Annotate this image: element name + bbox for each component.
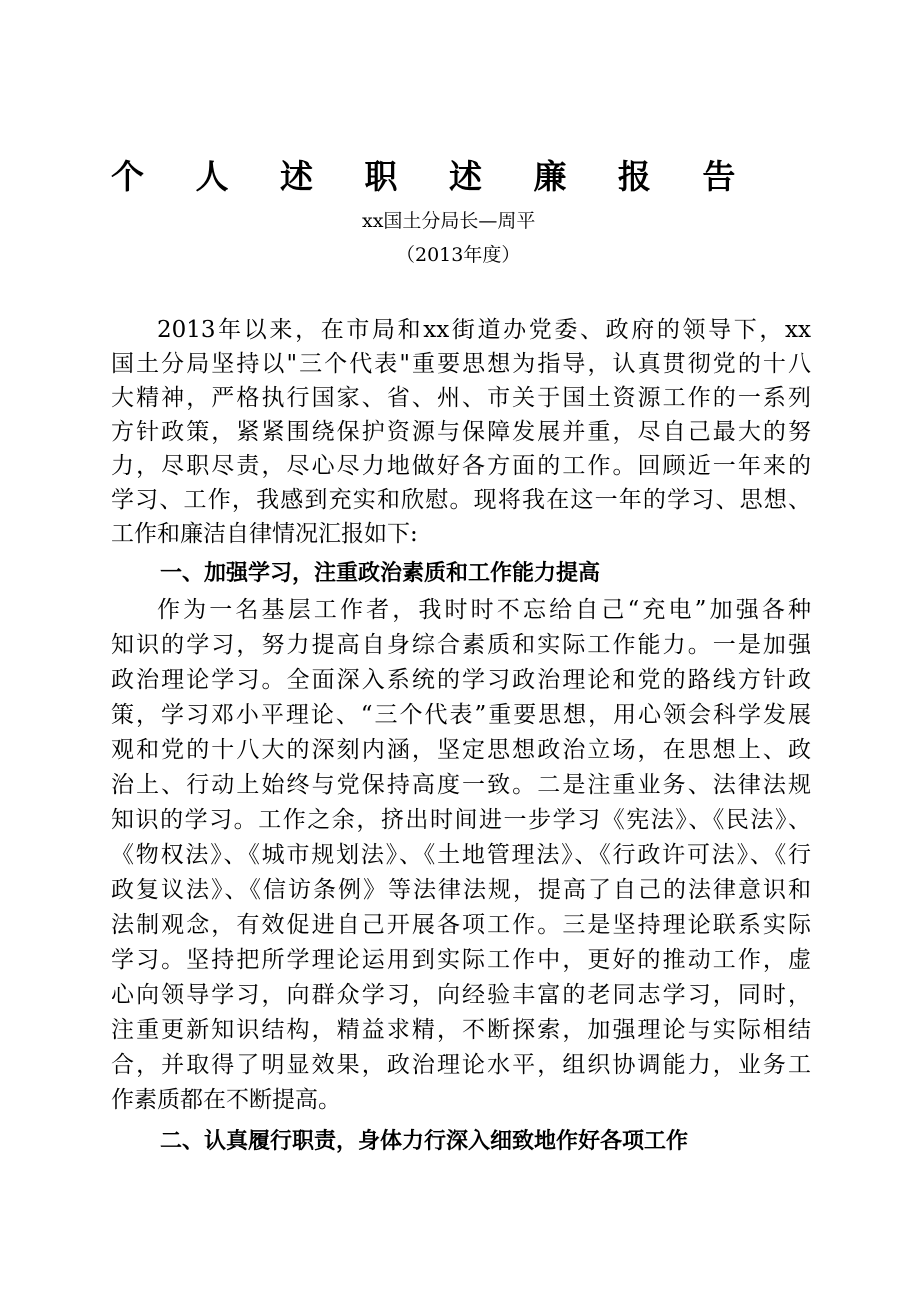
section-heading: 一、加强学习，注重政治素质和工作能力提高 [160, 561, 601, 586]
year-text: （2013年度） [396, 244, 521, 266]
section-heading: 二、认真履行职责，身体力行深入细致地作好各项工作 [160, 1129, 689, 1154]
intro-line: 工作和廉洁自律情况汇报如下: [111, 521, 418, 547]
intro-line: 方针政策，紧紧围绕保护资源与保障发展并重，尽自己最大的努 [111, 419, 811, 445]
intro-line: 大精神，严格执行国家、省、州、市关于国土资源工作的一系列 [111, 385, 811, 411]
body-line: 知识的学习。工作之余，挤出时间进一步学习《宪法》、《民法》、 [111, 807, 811, 833]
intro-line: 学习、工作，我感到充实和欣慰。现将我在这一年的学习、思想、 [111, 487, 811, 513]
intro-line: 2013年以来，在市局和xx街道办党委、政府的领导下，xx [157, 317, 811, 343]
body-line: 观和党的十八大的深刻内涵，坚定思想政治立场，在思想上、政 [111, 737, 811, 763]
intro-line: 国土分局坚持以"三个代表"重要思想为指导，认真贯彻党的十八 [111, 351, 811, 377]
body-line: 策，学习邓小平理论、“三个代表”重要思想，用心领会科学发展 [111, 702, 811, 728]
intro-line: 力，尽职尽责，尽心尽力地做好各方面的工作。回顾近一年来的 [111, 453, 811, 479]
body-line: 法制观念，有效促进自己开展各项工作。三是坚持理论联系实际 [111, 912, 811, 938]
document-title: 个 人 述 职 述 廉 报 告 [111, 157, 756, 196]
body-line: 政复议法》、《信访条例》等法律法规，提高了自己的法律意识和 [111, 877, 811, 903]
body-line: 《物权法》、《城市规划法》、《土地管理法》、《行政许可法》、《行 [111, 842, 811, 868]
body-line: 治上、行动上始终与党保持高度一致。二是注重业务、法律法规 [111, 772, 811, 798]
body-line: 知识的学习，努力提高自身综合素质和实际工作能力。一是加强 [111, 632, 811, 658]
body-line: 政治理论学习。全面深入系统的学习政治理论和党的路线方针政 [111, 667, 811, 693]
body-line: 作素质都在不断提高。 [111, 1087, 341, 1113]
body-line: 作为一名基层工作者，我时时不忘给自己“充电”加强各种 [157, 597, 811, 623]
body-line: 心向领导学习，向群众学习，向经验丰富的老同志学习，同时， [111, 982, 811, 1008]
body-line: 学习。坚持把所学理论运用到实际工作中，更好的推动工作，虚 [111, 947, 811, 973]
author-text: xx国土分局长—周平 [362, 210, 536, 232]
body-line: 合，并取得了明显效果，政治理论水平，组织协调能力，业务工 [111, 1052, 811, 1078]
body-line: 注重更新知识结构，精益求精，不断探索，加强理论与实际相结 [111, 1017, 811, 1043]
